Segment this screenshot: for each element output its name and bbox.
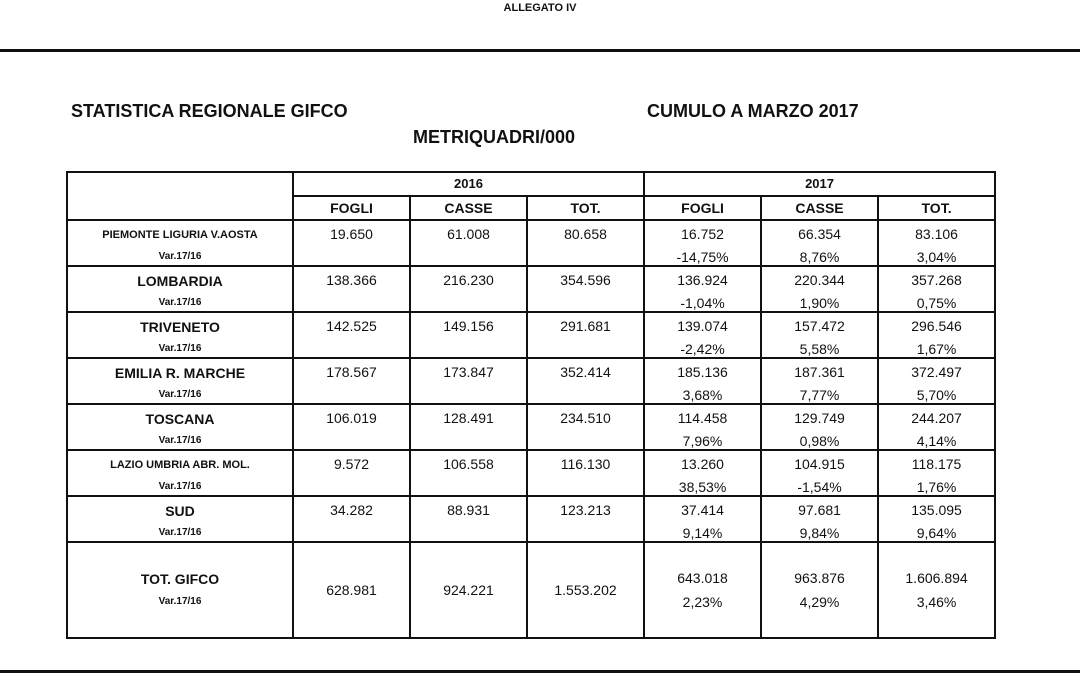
- value-2017-fogli: 136.924: [677, 272, 728, 288]
- region-label-cell: [67, 496, 293, 542]
- cell-2017-fogli: [644, 496, 761, 542]
- variation-fogli: 2,23%: [682, 594, 723, 610]
- col-header-tot-2017: TOT.: [878, 196, 995, 220]
- variation-tot: 3,46%: [916, 594, 957, 610]
- value-2016-fogli: 106.019: [326, 410, 377, 426]
- variation-casse: 9,84%: [799, 525, 840, 541]
- cell-2016-tot: [527, 450, 644, 496]
- cell-2016-tot: [527, 542, 644, 638]
- region-label-cell: [67, 220, 293, 266]
- value-2017-fogli: 114.458: [677, 410, 728, 426]
- value-2017-casse: 220.344: [794, 272, 845, 288]
- table-row: [67, 266, 995, 312]
- cell-2017-tot: [878, 496, 995, 542]
- variation-tot: 1,76%: [916, 479, 957, 495]
- cell-2016-casse: [410, 358, 527, 404]
- cell-2016-tot: [527, 496, 644, 542]
- cell-2017-casse: [761, 542, 878, 638]
- value-2017-tot: 357.268: [911, 272, 962, 288]
- region-name: TRIVENETO: [140, 319, 220, 335]
- region-name: TOSCANA: [145, 411, 215, 427]
- value-2017-casse: 66.354: [798, 226, 841, 242]
- value-2016-tot: 291.681: [560, 318, 611, 334]
- value-2016-fogli: 628.981: [326, 582, 377, 598]
- cell-2017-casse: [761, 404, 878, 450]
- cell-2017-tot: [878, 404, 995, 450]
- cell-2016-fogli: [293, 266, 410, 312]
- value-2017-fogli: 185.136: [677, 364, 728, 380]
- table-row: [67, 220, 995, 266]
- cell-2017-fogli: [644, 404, 761, 450]
- variation-label: Var.17/16: [158, 527, 202, 538]
- region-name: PIEMONTE LIGURIA V.AOSTA: [102, 229, 258, 241]
- cell-2017-tot: [878, 266, 995, 312]
- cell-2017-casse: [761, 312, 878, 358]
- variation-tot: 4,14%: [916, 433, 957, 449]
- regional-statistics-table: [66, 171, 996, 639]
- value-2017-casse: 97.681: [798, 502, 841, 518]
- variation-label: Var.17/16: [158, 389, 202, 400]
- unit-subtitle: METRIQUADRI/000: [413, 127, 576, 147]
- year-header-2016: 2016: [293, 172, 644, 196]
- variation-label: Var.17/16: [158, 343, 202, 354]
- cell-2016-fogli: [293, 404, 410, 450]
- top-divider: [0, 49, 1080, 52]
- value-2016-casse: 61.008: [447, 226, 490, 242]
- value-2017-casse: 963.876: [794, 570, 845, 586]
- cell-2016-fogli: [293, 542, 410, 638]
- region-label-cell: [67, 266, 293, 312]
- value-2017-tot: 135.095: [911, 502, 962, 518]
- variation-label: Var.17/16: [158, 435, 202, 446]
- value-2016-casse: 128.491: [443, 410, 494, 426]
- variation-tot: 3,04%: [916, 249, 957, 265]
- value-2016-casse: 216.230: [443, 272, 494, 288]
- variation-label: Var.17/16: [158, 297, 202, 308]
- variation-casse: 7,77%: [799, 387, 840, 403]
- value-2016-tot: 234.510: [560, 410, 611, 426]
- variation-fogli: -14,75%: [676, 249, 729, 265]
- variation-tot: 9,64%: [916, 525, 957, 541]
- variation-fogli: 9,14%: [682, 525, 723, 541]
- value-2016-fogli: 138.366: [326, 272, 377, 288]
- value-2016-casse: 88.931: [447, 502, 490, 518]
- cell-2016-tot: [527, 220, 644, 266]
- variation-fogli: 7,96%: [682, 433, 723, 449]
- region-name: EMILIA R. MARCHE: [114, 365, 246, 381]
- cell-2016-casse: [410, 220, 527, 266]
- variation-fogli: 38,53%: [678, 479, 727, 495]
- bottom-divider: [0, 670, 1080, 673]
- value-2017-casse: 157.472: [794, 318, 845, 334]
- cell-2016-casse: [410, 404, 527, 450]
- cell-2017-tot: [878, 358, 995, 404]
- cell-2016-fogli: [293, 496, 410, 542]
- region-name: SUD: [165, 503, 195, 519]
- cell-2017-tot: [878, 450, 995, 496]
- value-2017-tot: 244.207: [911, 410, 962, 426]
- value-2016-casse: 924.221: [443, 582, 494, 598]
- year-header-2017: 2017: [644, 172, 995, 196]
- variation-tot: 1,67%: [916, 341, 957, 357]
- cell-2016-casse: [410, 450, 527, 496]
- variation-fogli: -1,04%: [680, 295, 725, 311]
- cell-2017-tot: [878, 220, 995, 266]
- cell-2017-fogli: [644, 312, 761, 358]
- document-title: STATISTICA REGIONALE GIFCO: [71, 101, 348, 121]
- cell-2017-casse: [761, 496, 878, 542]
- cell-2016-tot: [527, 358, 644, 404]
- region-label-cell: [67, 312, 293, 358]
- value-2016-fogli: 34.282: [330, 502, 373, 518]
- value-2017-casse: 187.361: [794, 364, 845, 380]
- variation-casse: 0,98%: [799, 433, 840, 449]
- cell-2017-fogli: [644, 266, 761, 312]
- value-2016-tot: 354.596: [560, 272, 611, 288]
- value-2017-fogli: 37.414: [681, 502, 724, 518]
- variation-casse: 8,76%: [799, 249, 840, 265]
- cell-2016-tot: [527, 266, 644, 312]
- value-2016-fogli: 19.650: [330, 226, 373, 242]
- cell-2016-casse: [410, 266, 527, 312]
- value-2017-tot: 83.106: [915, 226, 958, 242]
- value-2016-fogli: 9.572: [333, 456, 370, 472]
- value-2016-tot: 123.213: [560, 502, 611, 518]
- col-header-fogli-2016: FOGLI: [293, 196, 410, 220]
- cell-2017-fogli: [644, 220, 761, 266]
- cell-2017-casse: [761, 358, 878, 404]
- period-title: CUMULO A MARZO 2017: [647, 101, 859, 121]
- col-header-casse-2017: CASSE: [761, 196, 878, 220]
- variation-casse: 5,58%: [799, 341, 840, 357]
- variation-casse: 1,90%: [799, 295, 840, 311]
- cell-2017-fogli: [644, 450, 761, 496]
- variation-label: Var.17/16: [158, 481, 202, 492]
- variation-tot: 5,70%: [916, 387, 957, 403]
- value-2016-casse: 106.558: [443, 456, 494, 472]
- region-name: LAZIO UMBRIA ABR. MOL.: [110, 459, 250, 471]
- value-2017-tot: 118.175: [911, 456, 962, 472]
- cell-2016-casse: [410, 542, 527, 638]
- col-header-tot-2016: TOT.: [527, 196, 644, 220]
- cell-2016-tot: [527, 404, 644, 450]
- value-2017-fogli: 643.018: [677, 570, 728, 586]
- cell-2017-casse: [761, 220, 878, 266]
- region-label-cell: [67, 450, 293, 496]
- table-row: [67, 404, 995, 450]
- value-2017-casse: 104.915: [794, 456, 845, 472]
- value-2017-fogli: 139.074: [677, 318, 728, 334]
- region-label-cell: [67, 542, 293, 638]
- value-2017-tot: 1.606.894: [905, 570, 968, 586]
- value-2016-fogli: 178.567: [326, 364, 377, 380]
- year-header-row: [67, 172, 995, 196]
- table-row: [67, 312, 995, 358]
- total-row: [67, 542, 995, 638]
- region-name: LOMBARDIA: [137, 273, 223, 289]
- cell-2016-fogli: [293, 358, 410, 404]
- value-2017-tot: 372.497: [911, 364, 962, 380]
- annex-label: ALLEGATO IV: [503, 2, 577, 14]
- empty-corner-cell: [67, 172, 293, 220]
- cell-2016-tot: [527, 312, 644, 358]
- value-2016-casse: 173.847: [443, 364, 494, 380]
- cell-2017-casse: [761, 266, 878, 312]
- cell-2016-fogli: [293, 220, 410, 266]
- table-row: [67, 450, 995, 496]
- value-2017-fogli: 16.752: [681, 226, 724, 242]
- region-label-cell: [67, 404, 293, 450]
- table-row: [67, 496, 995, 542]
- value-2016-tot: 1.553.202: [554, 582, 617, 598]
- value-2017-casse: 129.749: [794, 410, 845, 426]
- value-2016-tot: 116.130: [560, 456, 611, 472]
- value-2016-fogli: 142.525: [326, 318, 377, 334]
- cell-2017-tot: [878, 312, 995, 358]
- cell-2017-fogli: [644, 542, 761, 638]
- cell-2016-fogli: [293, 450, 410, 496]
- region-name: TOT. GIFCO: [140, 571, 220, 587]
- cell-2017-fogli: [644, 358, 761, 404]
- variation-label: Var.17/16: [158, 596, 202, 607]
- cell-2017-tot: [878, 542, 995, 638]
- cell-2016-casse: [410, 496, 527, 542]
- value-2016-casse: 149.156: [443, 318, 494, 334]
- cell-2017-casse: [761, 450, 878, 496]
- variation-label: Var.17/16: [158, 251, 202, 262]
- table-row: [67, 358, 995, 404]
- region-label-cell: [67, 358, 293, 404]
- cell-2016-casse: [410, 312, 527, 358]
- variation-fogli: -2,42%: [680, 341, 725, 357]
- variation-tot: 0,75%: [916, 295, 957, 311]
- col-header-fogli-2017: FOGLI: [644, 196, 761, 220]
- cell-2016-fogli: [293, 312, 410, 358]
- variation-casse: 4,29%: [799, 594, 840, 610]
- value-2017-fogli: 13.260: [681, 456, 724, 472]
- col-header-casse-2016: CASSE: [410, 196, 527, 220]
- value-2016-tot: 352.414: [560, 364, 611, 380]
- value-2017-tot: 296.546: [911, 318, 962, 334]
- variation-fogli: 3,68%: [682, 387, 723, 403]
- variation-casse: -1,54%: [797, 479, 842, 495]
- value-2016-tot: 80.658: [564, 226, 607, 242]
